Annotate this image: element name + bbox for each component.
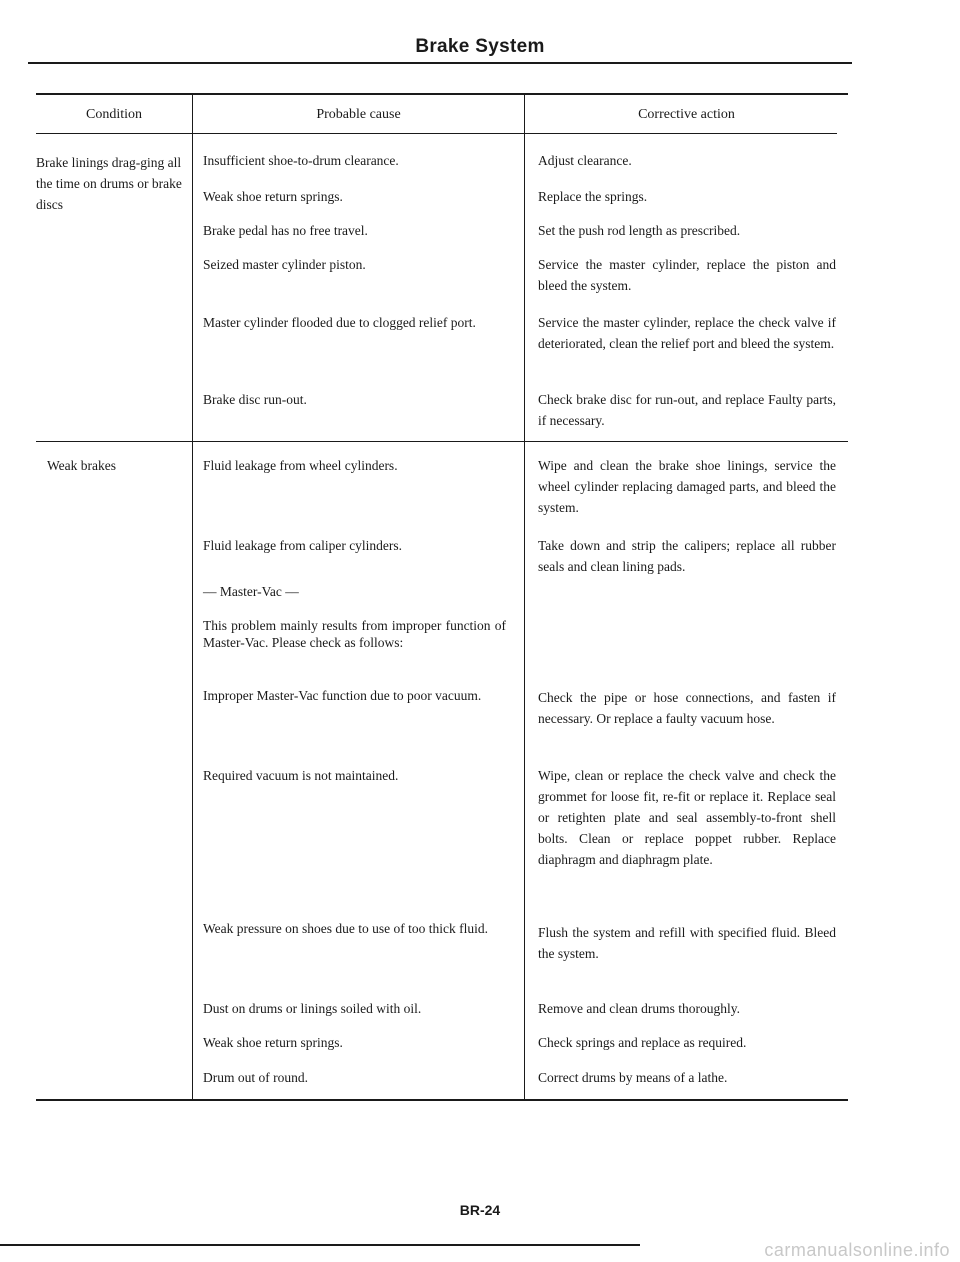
cause-text: Master cylinder flooded due to clogged relief port.	[203, 315, 476, 330]
condition-brake-linings-drag: Brake linings drag-ging all the time on drums or brake discs	[36, 155, 182, 212]
action-text: Take down and strip the calipers; replace all rubber seals and clean lining pads.	[538, 538, 836, 574]
table-top-rule	[36, 93, 848, 95]
cause-text: Seized master cylinder piston.	[203, 257, 366, 272]
page-title: Brake System	[415, 36, 545, 57]
cause-text: Brake pedal has no free travel.	[203, 223, 368, 238]
action-text: Set the push rod length as prescribed.	[538, 223, 741, 238]
header-corrective-action: Corrective action	[638, 107, 735, 122]
group-rule	[525, 441, 848, 442]
action-text: Service the master cylinder, replace the check valve if deteriorated, clean the relief port and bleed the system.	[538, 315, 836, 351]
header-probable-cause: Probable cause	[316, 107, 401, 122]
cause-text: Dust on drums or linings soiled with oil.	[203, 1001, 422, 1016]
watermark: carmanualsonline.info	[764, 1240, 950, 1260]
group-rule	[36, 441, 192, 442]
cause-text: This problem mainly results from improper function of Master-Vac. Please check as follows:	[203, 618, 506, 650]
cause-text: Fluid leakage from wheel cylinders.	[203, 458, 398, 473]
action-text: Adjust clearance.	[538, 153, 632, 168]
group-rule	[193, 441, 524, 442]
page-number: BR-24	[459, 1202, 501, 1218]
column-divider	[524, 93, 525, 1099]
action-text: Correct drums by means of a lathe.	[538, 1070, 728, 1085]
action-text: Remove and clean drums thoroughly.	[538, 1001, 740, 1016]
column-divider	[192, 93, 193, 1099]
cause-text: Required vacuum is not maintained.	[203, 768, 399, 783]
cause-text: Insufficient shoe-to-drum clearance.	[203, 153, 399, 168]
header-condition: Condition	[85, 107, 142, 122]
cause-text: Weak shoe return springs.	[203, 189, 343, 204]
condition-weak-brakes: Weak brakes	[47, 458, 117, 473]
action-text: Check the pipe or hose connections, and fasten if necessary. Or replace a faulty vacuum hose.	[538, 690, 836, 726]
cause-text: Improper Master-Vac function due to poor vacuum.	[203, 688, 482, 703]
action-text: Wipe and clean the brake shoe linings, service the wheel cylinder replacing damaged parts, and bleed the system.	[538, 458, 836, 515]
action-text: Check springs and replace as required.	[538, 1035, 747, 1050]
action-text: Replace the springs.	[538, 189, 648, 204]
header-rule	[36, 133, 192, 134]
action-text: Check brake disc for run-out, and replace Faulty parts, if necessary.	[538, 392, 836, 428]
cause-text: Brake disc run-out.	[203, 392, 307, 407]
table-bottom-rule	[36, 1099, 848, 1101]
title-rule	[28, 62, 852, 64]
action-text: Flush the system and refill with specified fluid. Bleed the system.	[538, 925, 836, 961]
action-text: Wipe, clean or replace the check valve and check the grommet for loose fit, re-fit or replace it. Replace seal or retighten plate and seal assembly-to-front shell bolts. Clean or replace poppet rubber. Replace diaphragm and diaphragm plate.	[538, 768, 836, 867]
subsection-heading-master-vac: –– Master-Vac ––	[203, 584, 299, 599]
cause-text: Drum out of round.	[203, 1070, 308, 1085]
cause-text: Fluid leakage from caliper cylinders.	[203, 538, 403, 553]
cause-text: Weak pressure on shoes due to use of too thick fluid.	[203, 921, 488, 936]
header-rule	[525, 133, 837, 134]
header-rule	[193, 133, 524, 134]
cause-text: Weak shoe return springs.	[203, 1035, 343, 1050]
action-text: Service the master cylinder, replace the piston and bleed the system.	[538, 257, 836, 293]
footer-rule	[0, 1244, 640, 1246]
